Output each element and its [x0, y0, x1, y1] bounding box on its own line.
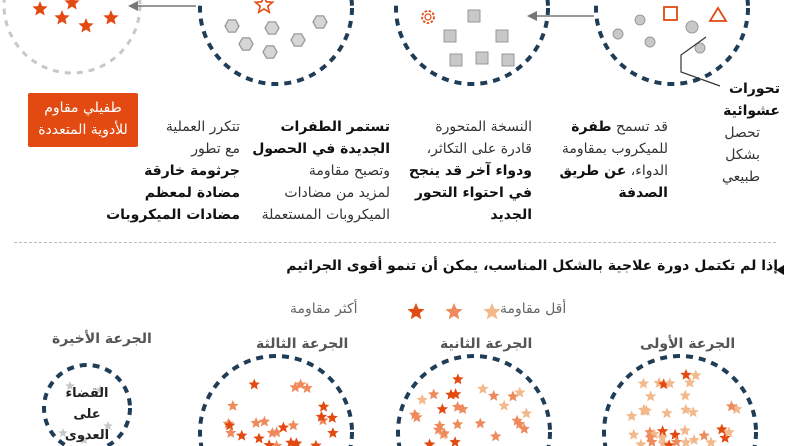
- star-icon: [490, 430, 501, 441]
- star-icon: [705, 437, 717, 446]
- legend-star-strong: [407, 303, 424, 319]
- step3-l2: قادرة على التكاثر،: [426, 141, 532, 157]
- square-icon: [450, 54, 462, 66]
- square-icon: [664, 7, 677, 20]
- legend-least: أقل مقاومة: [500, 301, 567, 317]
- star-icon: [521, 408, 532, 419]
- hexagon-icon: [313, 16, 327, 28]
- mutations-title: تحورات عشوائية: [723, 81, 780, 119]
- step3-l3: ودواء آخر قد ينجح: [408, 163, 532, 179]
- star-icon: [475, 418, 486, 429]
- star-icon: [688, 434, 699, 445]
- star-icon: [680, 437, 691, 446]
- section-divider: [14, 242, 776, 243]
- badge-l2: للأدوية المتعددة: [38, 122, 128, 138]
- star-icon: [327, 412, 338, 423]
- star-icon: [424, 439, 435, 446]
- gear-icon: [422, 11, 434, 23]
- multidrug-resistant-badge: [28, 93, 138, 147]
- step4-l2: الجديدة في الحصول: [252, 141, 390, 157]
- circle-icon: [613, 29, 623, 39]
- star-icon: [255, 0, 272, 12]
- star-icon: [250, 417, 261, 428]
- star-icon: [318, 401, 329, 412]
- star-icon: [638, 378, 649, 389]
- last-label-l1: القضاء: [65, 386, 109, 401]
- step3-text: [404, 116, 532, 226]
- arrow-icon: [128, 1, 196, 11]
- star-icon: [628, 429, 640, 440]
- step4-l3: وتصبح مقاومة: [308, 163, 390, 179]
- star-icon: [64, 0, 79, 10]
- step5-l1: تتكرر العملية: [165, 119, 240, 135]
- star-icon: [680, 390, 691, 401]
- badge-l1: طفيلي مقاوم: [44, 100, 122, 116]
- star-icon: [679, 425, 690, 436]
- legend-star-mid: [445, 303, 462, 319]
- square-icon: [502, 54, 514, 66]
- star-icon: [452, 373, 463, 384]
- arrow-icon: [527, 11, 594, 21]
- mutations-l1: تحصل: [724, 125, 760, 141]
- square-icon: [496, 30, 508, 42]
- star-icon: [227, 400, 239, 411]
- step3-l1: النسخة المتحورة: [435, 119, 532, 135]
- circle-stage-1: [596, 0, 748, 84]
- step-mutations-text: [690, 78, 780, 188]
- star-icon: [428, 389, 440, 400]
- step4-l5: الميكروبات المستعملة: [261, 207, 390, 223]
- star-icon: [680, 404, 691, 415]
- step2-l3-bold: عن طريق: [559, 163, 627, 179]
- star-icon: [288, 420, 299, 431]
- circle-dose-first: [604, 356, 756, 446]
- dose-last-label: الجرعة الأخيرة: [52, 331, 152, 347]
- step2-text: [540, 116, 668, 204]
- star-icon: [253, 433, 264, 444]
- star-icon: [449, 436, 460, 446]
- step4-text: [240, 116, 390, 226]
- step3-l5: الجديد: [490, 207, 532, 223]
- star-icon: [635, 439, 646, 446]
- last-label-l2: على العدوى: [64, 407, 110, 443]
- star-icon: [661, 407, 672, 418]
- star-icon: [716, 424, 727, 435]
- step5-l4: مضادة لمعظم: [144, 185, 240, 201]
- hexagon-icon: [239, 38, 253, 50]
- star-icon: [417, 394, 428, 405]
- step5-l2: مع تطور: [191, 141, 240, 157]
- section-title: إذا لم تكتمل دورة علاجية بالشكل المناسب، يمكن أن تنمو أقوى الجراثيم: [286, 258, 778, 274]
- step3-l4: في احتواء التحور: [414, 185, 532, 201]
- step2-l1-pre: قد تسمح: [611, 119, 668, 135]
- circle-icon: [686, 21, 698, 33]
- mutations-l2: بشكل: [725, 147, 760, 163]
- star-icon: [236, 430, 247, 441]
- star-icon: [54, 10, 69, 25]
- hexagon-icon: [291, 34, 305, 46]
- star-icon: [327, 427, 338, 438]
- hexagon-group: [225, 16, 327, 58]
- dose-second-label: الجرعة الثانية: [440, 336, 533, 352]
- star-icon: [698, 430, 709, 441]
- circle-icon: [645, 37, 655, 47]
- circle-last-stage: [4, 0, 140, 73]
- legend-star-light: [483, 303, 500, 319]
- star-icon: [103, 10, 118, 25]
- circle-icon: [635, 15, 645, 25]
- infection-eliminated-label: [49, 383, 125, 446]
- square-icon: [444, 30, 456, 42]
- step4-l1: تستمر الطفرات: [280, 119, 390, 135]
- legend-most: أكثر مقاومة: [290, 301, 358, 317]
- triangle-icon: [710, 8, 726, 21]
- step2-l4-bold: الصدفة: [618, 185, 668, 201]
- hexagon-icon: [225, 20, 239, 32]
- square-icon: [468, 10, 480, 22]
- star-icon: [259, 416, 270, 427]
- square-group: [444, 10, 514, 66]
- step5-l5: مضادات الميكروبات: [106, 207, 240, 223]
- star-icon: [488, 390, 499, 401]
- star-icon: [249, 379, 260, 390]
- dose-third-label: الجرعة الثالثة: [256, 336, 349, 352]
- star-icon: [32, 1, 47, 16]
- hexagon-icon: [263, 46, 277, 58]
- step2-l1-bold: طفرة: [571, 119, 612, 135]
- star-icon: [78, 18, 93, 33]
- dose-first-label: الجرعة الأولى: [640, 336, 736, 352]
- step4-l4: لمزيد من مضادات: [284, 185, 390, 201]
- star-icon: [498, 400, 509, 411]
- star-icon: [224, 420, 235, 431]
- star-icon: [690, 370, 701, 381]
- star-icon: [645, 390, 656, 401]
- star-icon: [452, 419, 463, 430]
- star-icon: [437, 403, 449, 414]
- hexagon-icon: [265, 22, 279, 34]
- star-icon: [477, 383, 488, 394]
- star-icon: [310, 440, 321, 446]
- square-icon: [476, 52, 488, 64]
- circle-stage-4: [200, 0, 352, 84]
- mutations-l3: طبيعي: [721, 169, 760, 185]
- resistant-stars-group: [32, 0, 118, 33]
- step2-l2: للميكروب بمقاومة: [561, 141, 668, 157]
- step5-l3: جرثومة خارقة: [144, 163, 240, 179]
- star-icon: [669, 429, 680, 440]
- star-icon: [626, 410, 637, 421]
- step2-l3-pre: الدواء،: [626, 163, 668, 179]
